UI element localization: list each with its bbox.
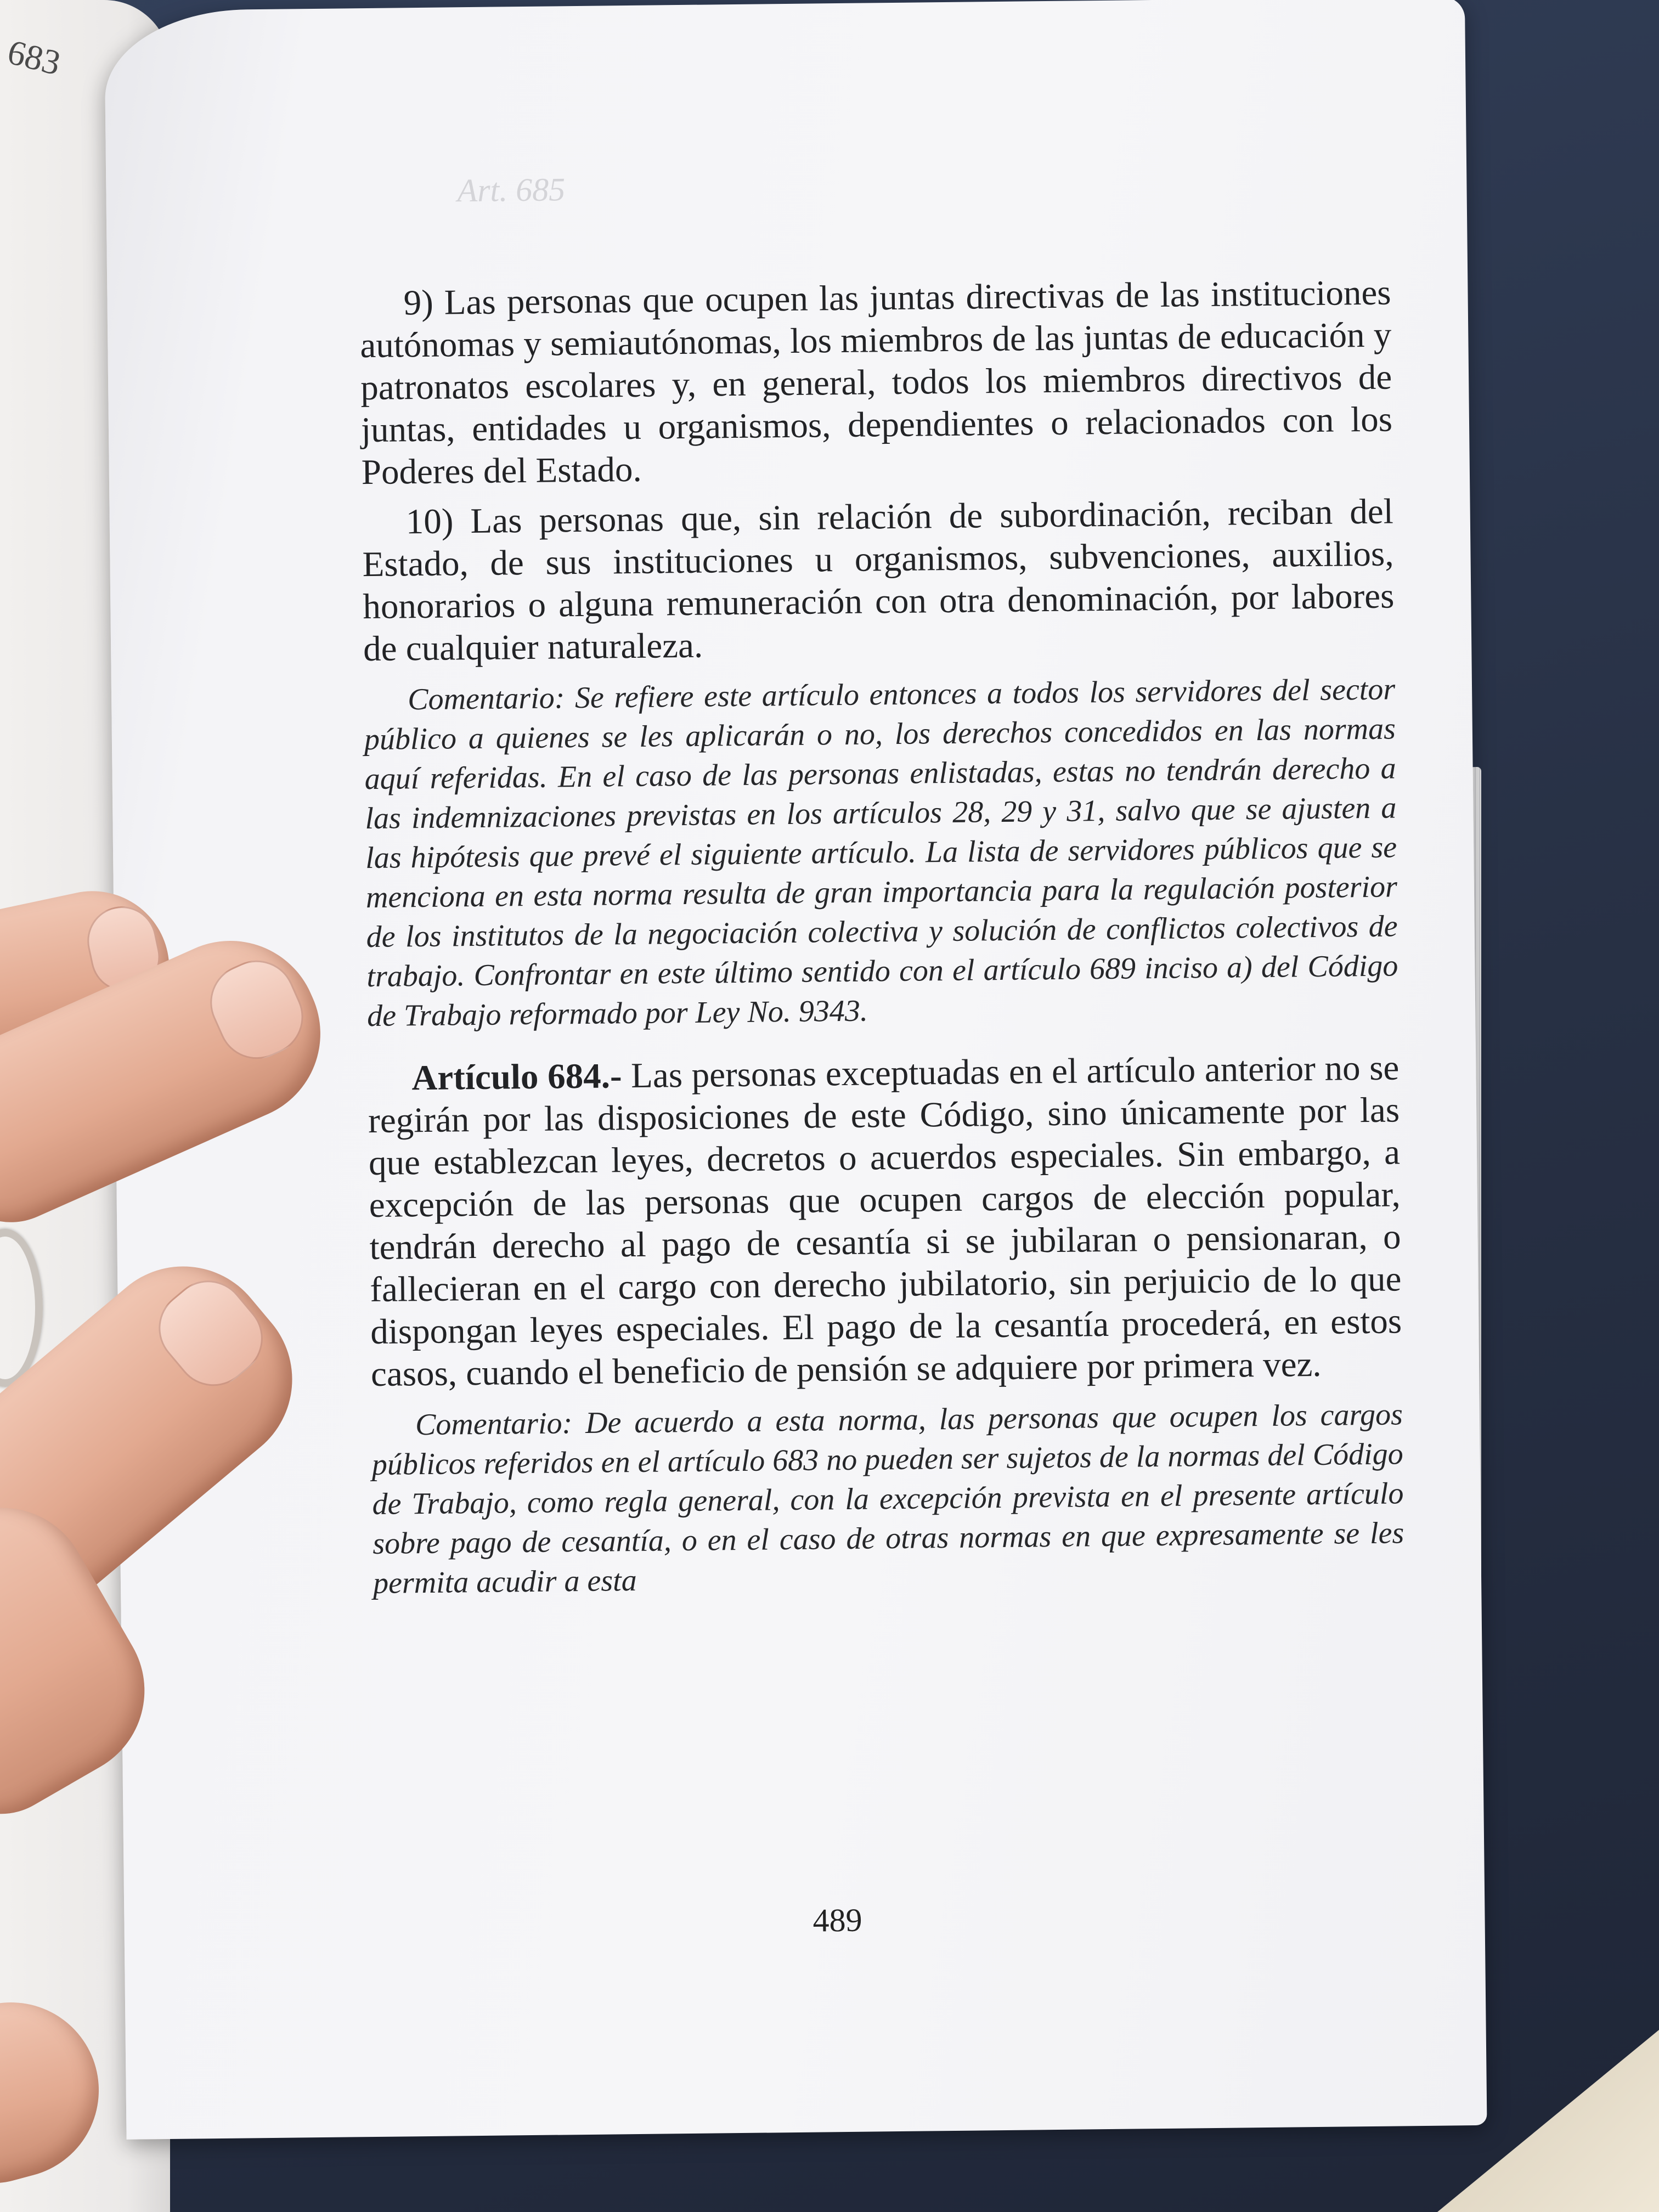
item-number: 10) xyxy=(405,501,454,542)
commentary-article-684: Comentario: De acuerdo a esta norma, las personas que ocupen los cargos públicos referidos en el artículo 683 no pueden ser sujetos de la normas del Código de Trabajo, como regla general, con la excepción prevista en el presente artículo sobre pago de cesantía, o en el caso de otras normas en que expresamente se les permita acudir a esta xyxy=(371,1397,1404,1601)
list-item-9 xyxy=(359,272,1393,494)
item-number: 9) xyxy=(403,283,434,323)
page-number: 489 xyxy=(812,1901,862,1939)
item-text: Las personas que, sin relación de subordinación, reciban del Estado, de sus instituciones u organismos, subvenciones, auxilios, honorarios o alguna remuneración con otra denominación, por labores de cualquier naturaleza. xyxy=(362,492,1395,669)
commentary-article-683: Comentario: Se refiere este artículo entonces a todos los servidores del sector público a quienes se les aplicarán o no, los derechos concedidos en las normas aquí referidas. En el caso de las personas enlistadas, estas no tendrán derecho a las indemnizaciones previstas en los artículos 28, 29 y 31, salvo que se ajusten a las hipótesis que prevé el siguiente artículo. La lista de servidores públicos que se menciona en esta norma resulta de gran importancia para la regulación posterior de los institutos de la negociación colectiva y solución de conflictos colectivos de trabajo. Confrontar en este último sentido con el artículo 689 inciso a) del Código de Trabajo reformado por Ley No. 9343. xyxy=(364,672,1398,1034)
bleed-through-header: Art. 685 xyxy=(457,171,566,209)
article-heading: Artículo 684.- xyxy=(411,1056,622,1098)
article-text: Las personas exceptuadas en el artículo anterior no se regirán por las disposiciones de este Código, sino únicamente por las que establezcan leyes, decretos o acuerdos especiales. Sin embargo, a excepción de las personas que ocupen cargos de elección popular, tendrán derecho al pago de cesantía si se jubilaran o pensionaran, o fallecieran en el cargo con derecho jubilatorio, sin perjuicio de lo que dispongan leyes especiales. El pago de la cesantía procederá, en estos casos, cuando el beneficio de pensión se adquiere por primera vez. xyxy=(368,1048,1402,1395)
previous-page-number: 683 xyxy=(3,32,65,83)
list-item-10 xyxy=(362,490,1395,670)
article-684 xyxy=(368,1047,1402,1396)
page-text xyxy=(359,272,1405,1625)
item-text: Las personas que ocupen las juntas directivas de las instituciones autónomas y semiautónomas, los miembros de las juntas de educación y patronatos escolares y, en general, todos los miembros directivos de juntas, entidades u organismos, dependientes o relacionados con los Poderes del Estado. xyxy=(360,273,1393,493)
